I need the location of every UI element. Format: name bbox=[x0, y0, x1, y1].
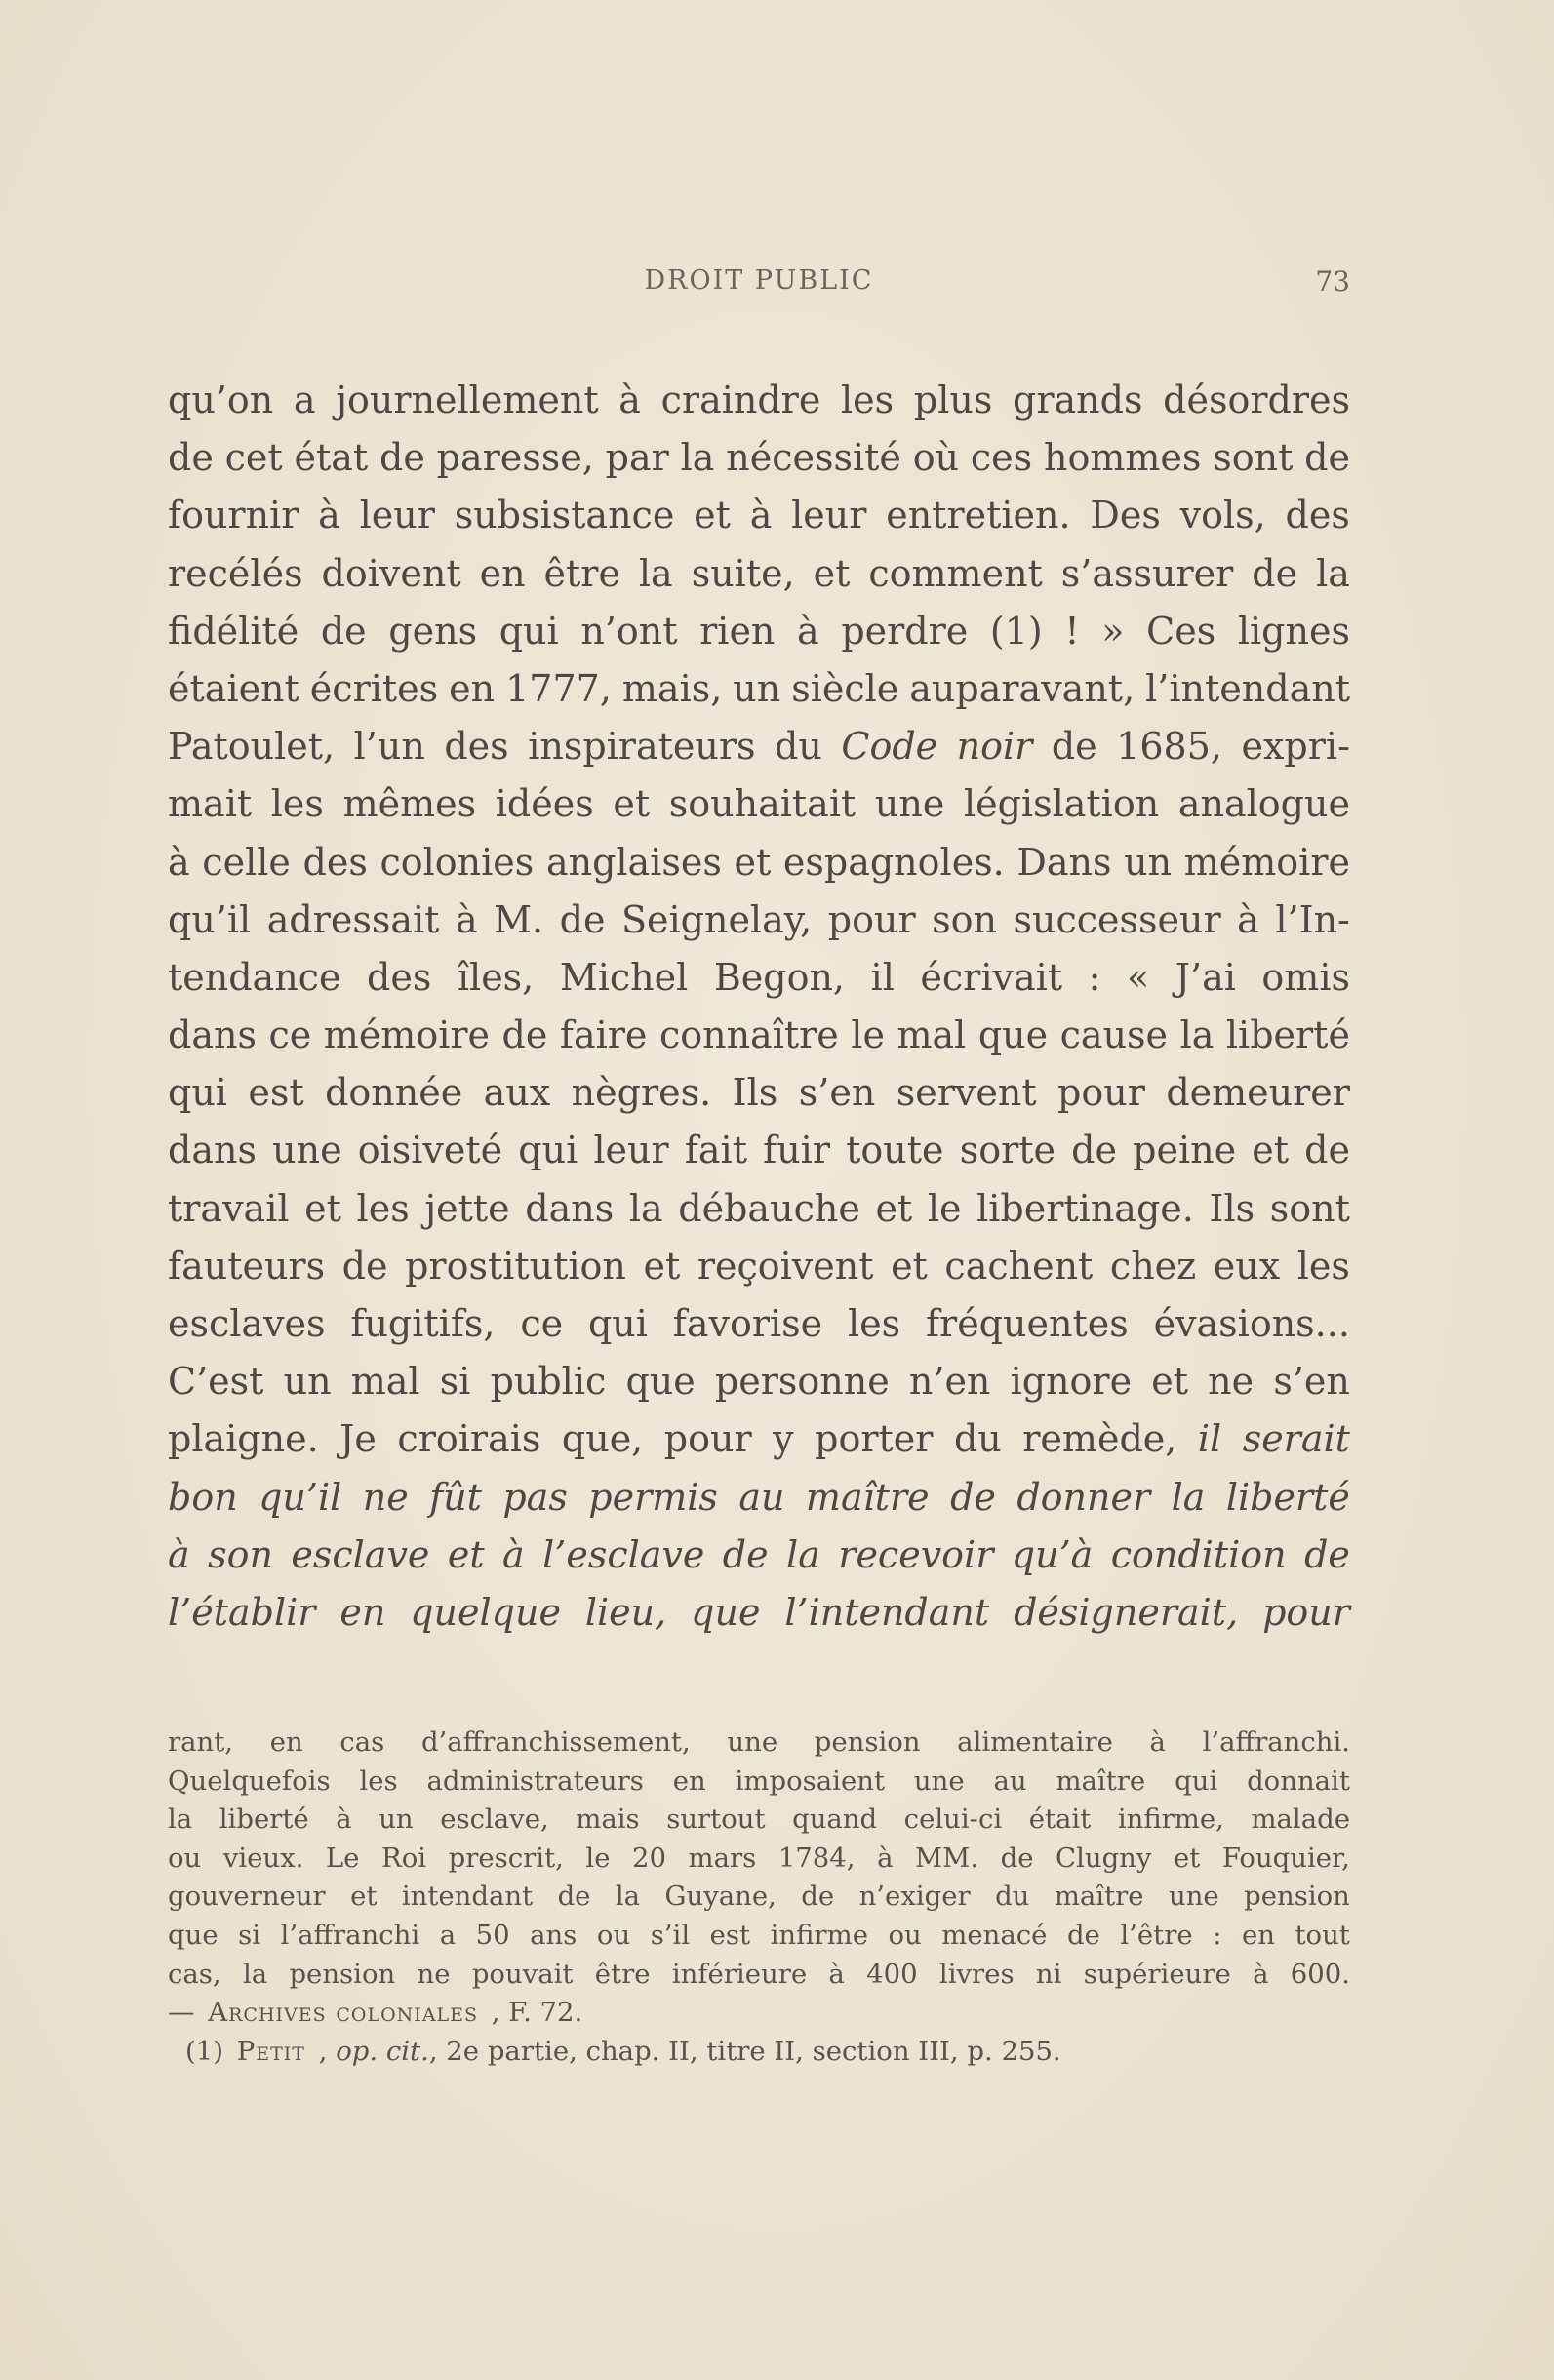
body-line: bon qu’il ne fût pas permis au maître de donner la liberté bbox=[168, 1475, 1350, 1519]
body-line: esclaves fugitifs, ce qui favorise les fréquentes évasions... bbox=[168, 1302, 1350, 1345]
footnote-continuation bbox=[168, 1724, 1350, 1994]
footnote-line: Quelquefois les administrateurs en imposaient une au maître qui donnait bbox=[168, 1765, 1350, 1797]
body-line: mait les mêmes idées et souhaitait une législation analogue bbox=[168, 782, 1350, 826]
body-line: fidélité de gens qui n’ont rien à perdre (1) ! » Ces lignes bbox=[168, 609, 1350, 653]
body-line: qui est donnée aux nègres. Ils s’en servent pour demeurer bbox=[168, 1071, 1350, 1115]
footnote-line: la liberté à un esclave, mais surtout quand celui-ci était infirme, malade bbox=[168, 1804, 1350, 1836]
body-line: plaigne. Je croirais que, pour y porter du remède, il serait bbox=[168, 1417, 1350, 1461]
body-line: qu’on a journellement à craindre les plus grands désordres bbox=[168, 378, 1350, 421]
body-line: Patoulet, l’un des inspirateurs du Code noir de 1685, expri- bbox=[168, 725, 1350, 769]
body-line: dans une oisiveté qui leur fait fuir toute sorte de peine et de bbox=[168, 1129, 1350, 1172]
archive-source: Archives coloniales bbox=[208, 1997, 479, 2029]
body-line: tendance des îles, Michel Begon, il écrivait : « J’ai omis bbox=[168, 955, 1350, 999]
body-line: de cet état de paresse, par la nécessité où ces hommes sont de bbox=[168, 436, 1350, 480]
footnote-1-opcit: op. cit. bbox=[336, 2035, 429, 2067]
archive-ref: , F. 72. bbox=[491, 1997, 583, 2029]
footnote-1-author: Petit bbox=[236, 2035, 305, 2067]
footnote-line: que si l’affranchi a 50 ans ou s’il est infirme ou menacé de l’être : en tout bbox=[168, 1919, 1350, 1951]
body-line: C’est un mal si public que personne n’en ignore et ne s’en bbox=[168, 1360, 1350, 1404]
body-line: l’établir en quelque lieu, que l’intendant désignerait, pour bbox=[168, 1590, 1350, 1634]
footnote-1-marker: (1) bbox=[185, 2035, 223, 2067]
archive-dash: — bbox=[168, 1997, 195, 2029]
body-text bbox=[168, 372, 1350, 1642]
footnote-line: rant, en cas d’affranchissement, une pension alimentaire à l’affranchi. bbox=[168, 1726, 1350, 1758]
running-title: DROIT PUBLIC bbox=[644, 265, 874, 296]
footnote-line: gouverneur et intendant de la Guyane, de n’exiger du maître une pension bbox=[168, 1881, 1350, 1913]
page-number: 73 bbox=[1315, 265, 1350, 298]
body-line: travail et les jette dans la débauche et le libertinage. Ils sont bbox=[168, 1186, 1350, 1230]
body-line: fournir à leur subsistance et à leur entretien. Des vols, des bbox=[168, 494, 1350, 537]
footnote-1: (1) Petit , op. cit., 2e partie, chap. II, titre II, section III, p. 255. bbox=[168, 2033, 1350, 2072]
body-line: étaient écrites en 1777, mais, un siècle auparavant, l’intendant bbox=[168, 666, 1350, 710]
body-line: à celle des colonies anglaises et espagnoles. Dans un mémoire bbox=[168, 840, 1350, 884]
footnote-archive-ref bbox=[168, 1994, 1350, 2033]
footnote-1-rest: , 2e partie, chap. II, titre II, section III, p. 255. bbox=[428, 2035, 1061, 2067]
body-line: à son esclave et à l’esclave de la recevoir qu’à condition de bbox=[168, 1532, 1350, 1576]
body-line: recélés doivent en être la suite, et comment s’assurer de la bbox=[168, 551, 1350, 595]
footnote-line: cas, la pension ne pouvait être inférieure à 400 livres ni supérieure à 600. bbox=[168, 1958, 1350, 1990]
footnotes bbox=[168, 1724, 1350, 2071]
footnote-line: ou vieux. Le Roi prescrit, le 20 mars 1784, à MM. de Clugny et Fouquier, bbox=[168, 1842, 1350, 1874]
running-head bbox=[168, 265, 1350, 304]
body-line: qu’il adressait à M. de Seignelay, pour son successeur à l’In- bbox=[168, 897, 1350, 941]
body-line: fauteurs de prostitution et reçoivent et cachent chez eux les bbox=[168, 1244, 1350, 1288]
body-line: dans ce mémoire de faire connaître le mal que cause la liberté bbox=[168, 1013, 1350, 1057]
